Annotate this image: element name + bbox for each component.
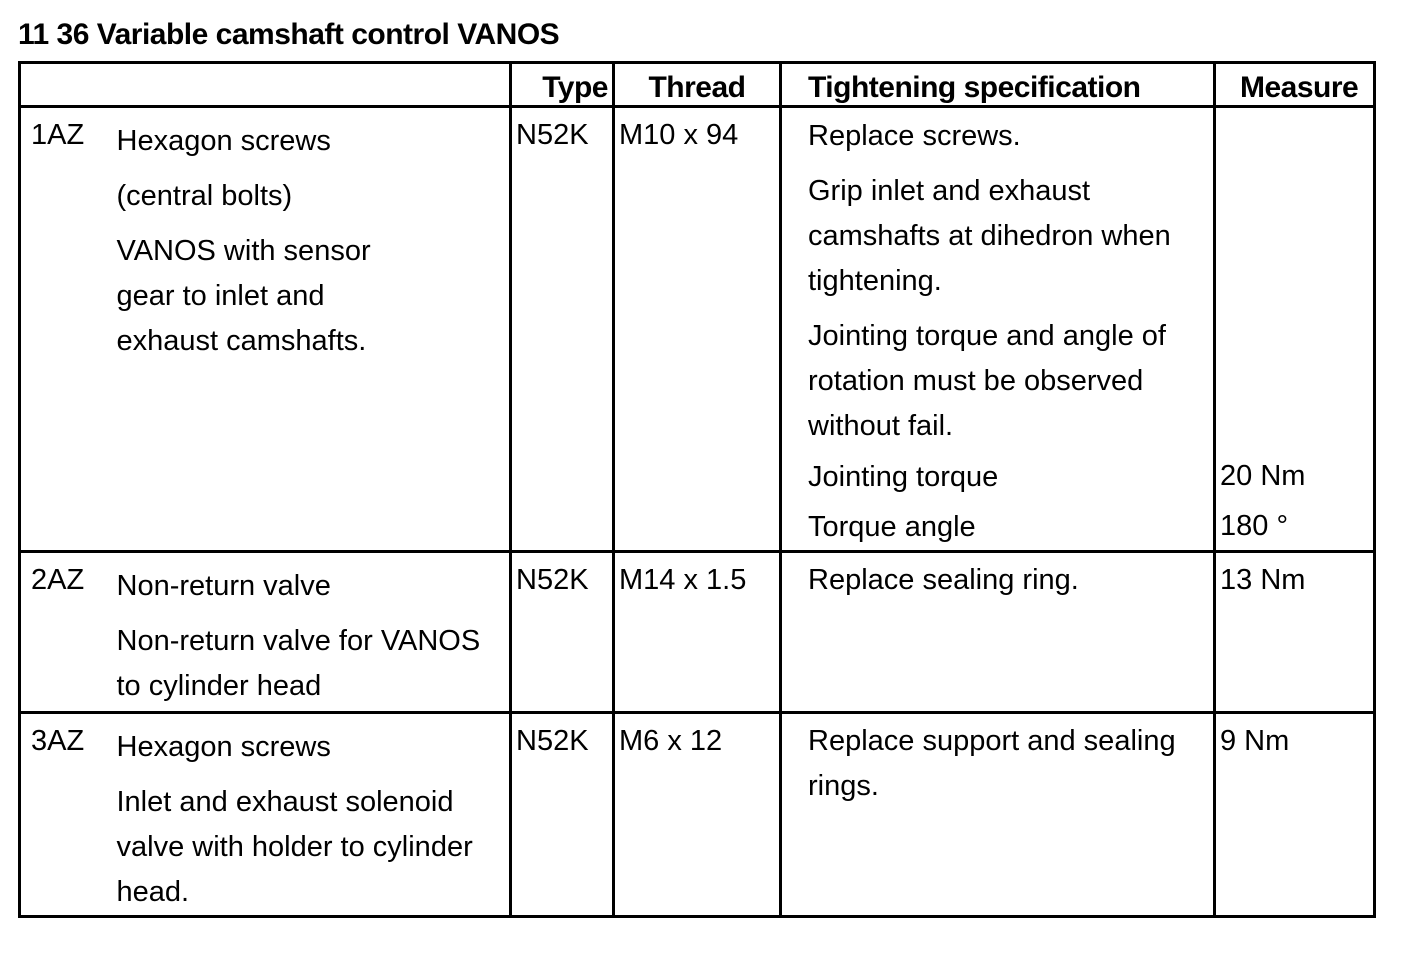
header-part <box>20 63 511 107</box>
spec-line: Replace screws. <box>808 120 1021 152</box>
measure-value: 20 Nm <box>1220 460 1306 492</box>
header-thread: Thread <box>614 63 781 107</box>
table-row <box>20 713 1375 917</box>
desc-line: Hexagon screws <box>116 125 331 157</box>
row-thread: M14 x 1.5 <box>614 552 781 713</box>
spec-line: Jointing torque <box>808 461 999 493</box>
row-spec: Replace sealing ring. <box>781 552 1215 713</box>
tightening-spec-table <box>18 61 1376 918</box>
page-title: 11 36 Variable camshaft control VANOS <box>18 18 560 51</box>
desc-line: Non-return valve <box>116 570 331 602</box>
row-type: N52K <box>511 713 614 917</box>
row-description <box>117 552 511 713</box>
row-id: 2AZ <box>20 552 117 713</box>
desc-line: Non-return valve for VANOS to cylinder head <box>116 625 481 702</box>
table-row <box>20 107 1375 552</box>
spec-line: Grip inlet and exhaust camshafts at dihedron when tightening. <box>808 175 1171 297</box>
row-type: N52K <box>511 552 614 713</box>
row-measure: 9 Nm <box>1215 713 1375 917</box>
desc-line: (central bolts) <box>116 180 293 212</box>
header-measure: Measure <box>1215 63 1375 107</box>
row-type: N52K <box>511 107 614 552</box>
measure-value: 180 ° <box>1220 510 1289 542</box>
spec-line: Torque angle <box>808 511 976 543</box>
row-spec: Replace support and sealing rings. <box>781 713 1215 917</box>
row-id: 3AZ <box>20 713 117 917</box>
desc-line: VANOS with sensor gear to inlet and exhaust camshafts. <box>116 235 371 357</box>
desc-line: Hexagon screws <box>116 731 331 763</box>
table-header-row <box>20 63 1375 107</box>
row-thread: M10 x 94 <box>614 107 781 552</box>
row-measure <box>1215 107 1375 552</box>
desc-line: Inlet and exhaust solenoid valve with holder to cylinder head. <box>116 786 473 908</box>
row-id: 1AZ <box>20 107 117 552</box>
row-thread: M6 x 12 <box>614 713 781 917</box>
row-description <box>117 713 511 917</box>
row-spec <box>781 107 1215 552</box>
table-row <box>20 552 1375 713</box>
header-type: Type <box>511 63 614 107</box>
row-measure: 13 Nm <box>1215 552 1375 713</box>
spec-line: Jointing torque and angle of rotation must be observed without fail. <box>808 320 1166 442</box>
header-spec: Tightening specification <box>781 63 1215 107</box>
row-description <box>117 107 511 552</box>
